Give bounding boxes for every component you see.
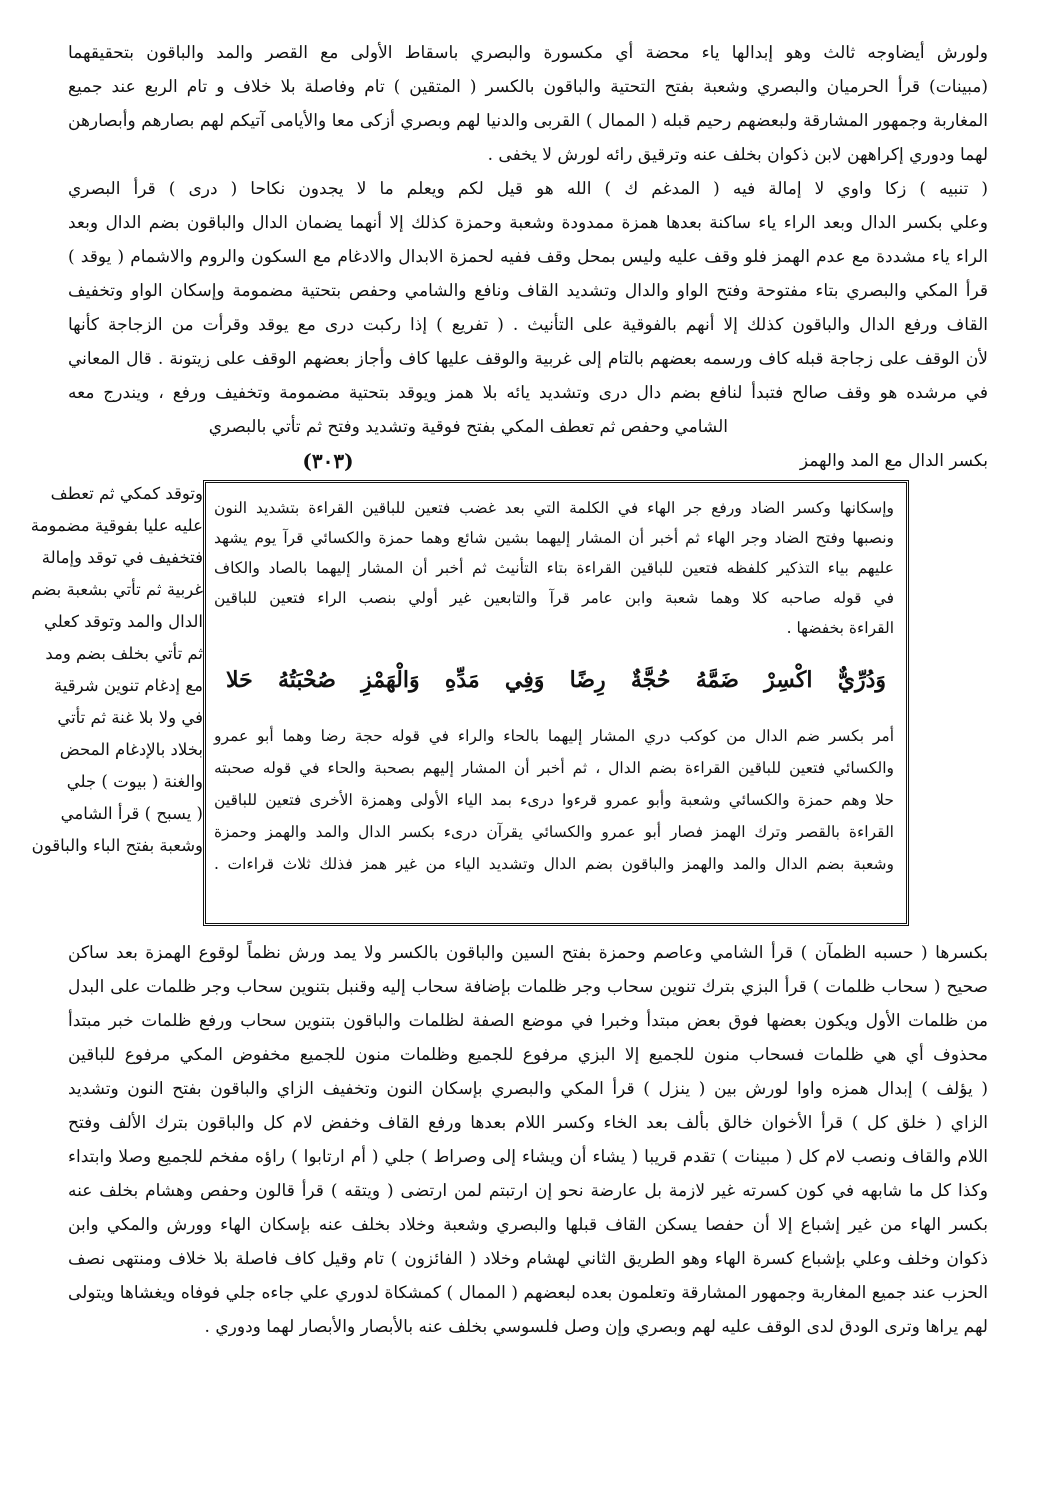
side-text-line: عليه عليا بفوقية مضمومة [30, 516, 203, 535]
text-line: لهما ودوري إكراههن لابن ذكوان بخلف عنه وترقيق رائه لورش لا يخفى . [487, 145, 988, 165]
box-text-line: حلا وهم حمزة والكسائي وشعبة وأبو عمرو قرءوا درىء بمد الياء الأولى وهمزة الأخرى فتعين للباقين [214, 791, 894, 809]
text-line: بكسرها ( حسبه الظمآن ) قرأ الشامي وعاصم وحمزة بفتح السين والباقون بالكسر ولا يمد ورش نظماً لوقوع الهمزة بعد ساكن [68, 943, 988, 963]
text-line: (مبينات) قرأ الحرميان والبصري وشعبة بفتح التحتية والباقون بالكسر ( المتقين ) تام وفاصلة بلا خلاف و تام الربع عند جميع [68, 77, 988, 97]
side-text-line: الدال والمد وتوقد كعلي [43, 612, 203, 631]
text-line: صحيح ( سحاب ظلمات ) قرأ البزي بترك تنوين سحاب وجر ظلمات بإضافة سحاب إليه وقنبل بتنوين سحاب وجر ظلمات على البدل [68, 977, 988, 997]
side-text-line: وشعبة بفتح الباء والباقون [31, 836, 203, 855]
text-line: اللام والقاف ونصب لام كل ( مبينات ) تقدم قريبا ( يشاء أن ويشاء إلى وصراط ) جلي ( أم ارتابوا ) راؤه مفخم للجميع وصلا وابتداء [68, 1147, 988, 1167]
side-text-line: ثم تأتي بخلف بضم ومد [45, 644, 203, 663]
text-line: ذكوان وخلف وعلي بإشباع كسرة الهاء وهو الطريق الثاني لهشام وخلاد ( الفائزون ) تام وقيل كاف فاصلة بلا خلاف ومنتهى نصف [68, 1249, 988, 1269]
side-text-line: ( يسبح ) قرأ الشامي [60, 804, 203, 823]
text-line: الشامي وحفص ثم تعطف المكي بفتح فوقية وتشديد وفتح ثم تأتي بالبصري [208, 417, 728, 437]
text-line: محذوف أي هي ظلمات فسحاب منون للجميع إلا البزي مرفوع للجميع وظلمات منون للجميع مخفوض المكي مرفوع للباقين [68, 1045, 988, 1065]
text-line: بكسر الهاء من غير إشباع إلا أن حفصا يسكن القاف قبلها والبصري وشعبة وخلاد بخلف عنه بإسكان الهاء وورش والمكي وابن [68, 1215, 988, 1235]
box-text-line: القراءة بالقصر وترك الهمز فصار أبو عمرو والكسائي يقرآن درىء بكسر الدال والمد والهمز وحمزة [214, 823, 894, 841]
text-line: الحزب عند جميع المغاربة وجمهور المشارقة وتعلمون بعده لبعضهم ( الممال ) كمشكاة لدوري علي جاءه جلي فوفاه ويغشاها ويتولى [68, 1283, 988, 1303]
box-text-line: وإسكانها وكسر الضاد ورفع جر الهاء في الكلمة التي بعد غضب فتعين للباقين القراءة بتشديد النون [214, 499, 894, 517]
side-text-line: في ولا بلا غنة ثم تأتي [57, 708, 203, 727]
text-line: ولورش أيضاوجه ثالث وهو إبدالها ياء محضة أي مكسورة والبصري باسقاط الأولى مع القصر والمد والباقون بتحقيقهما [68, 43, 988, 63]
text-line: وكذا كل ما شابهه في كون كسرته غير لازمة بل عارضة نحو إن ارتبتم لمن ارتضى ( ويتقه ) قرأ قالون وحفص وهشام بخلف عنه [68, 1181, 988, 1201]
side-text-line: مع إدغام تنوين شرقية [53, 676, 203, 695]
text-line: بكسر الدال مع المد والهمز [799, 451, 988, 471]
box-text-line: القراءة بخفضها . [786, 619, 894, 637]
text-line: قرأ المكي والبصري بتاء مفتوحة وفتح الواو والدال وتشديد القاف ونافع والشامي وحفص بتحتية مضمومة وإسكان الواو وتخفيف [68, 281, 988, 301]
text-line: وعلي بكسر الدال وبعد الراء ياء ساكنة بعدها همزة ممدودة وشعبة وحمزة كذلك إلا أنهما يضمان الدال والباقون بضم الدال وبعد [68, 213, 988, 233]
text-line: القاف ورفع الدال والباقون كذلك إلا أنهم بالفوقية على التأنيث . ( تفريع ) إذا ركبت درى مع يوقد وقرأت من الزجاجة كأنها [68, 315, 988, 335]
box-text-line: وشعبة بضم الدال والمد والهمز والباقون بضم الدال وتشديد الياء من غير همز فذلك ثلاث قراءات . [214, 855, 894, 873]
poem-verse: وَدُرِّيٌّ اكْسِرْ ضَمَّهُ حُجَّةٌ رِضًا وَفِي مَدِّهِ وَالْهَمْزِ صُحْبَتُهُ حَلا [226, 667, 886, 693]
box-text-line: والكسائي فتعين للباقين القراءة بضم الدال ، ثم أخبر أن المشار إليهم بصحبة والحاء في قوله صحبته [214, 759, 894, 777]
side-text-line: غربية ثم تأتي بشعبة بضم [31, 580, 203, 599]
side-text-line: فتخفيف في توقد وإمالة [41, 548, 203, 567]
text-line: لأن الوقف على زجاجة قبله كاف ورسمه بعضهم بالتام إلى غربية والوقف عليها كاف وأجاز بعضهم الوقف على زيتونة . قال المعاني [68, 349, 988, 369]
side-text-line: بخلاد بالإدغام المحض [59, 740, 203, 759]
box-text-line: ونصبها وفتح الضاد وجر الهاء ثم أخبر أن المشار إليهما بشين شائع وهما حمزة والكسائي قرآ يوم يشهد [214, 529, 894, 547]
text-line: في مرشده هو وقف صالح فتبدأ لنافع بضم دال درى وتشديد يائه بلا همز ويوقد بتحتية مضمومة وتخفيف ورفع ، ويندرج معه [68, 383, 988, 403]
text-line: لهم يراها وترى الودق لدى الوقف عليه لهم وبصري وإن وصل فلسوسي بخلف عنه بالأبصار والأبصار لهما ودوري . [204, 1317, 988, 1337]
side-text-line: وتوقد كمكي ثم تعطف [50, 484, 203, 503]
text-line: الزاي ( خلق كل ) قرأ الأخوان خالق بألف بعد الخاء وكسر اللام بعدها ورفع القاف وخفض لام كل والباقون بترك الألف وفتح [68, 1113, 988, 1133]
text-line: ( يؤلف ) إبدال همزه واوا لورش بين ( ينزل ) قرأ المكي والبصري بإسكان النون وتخفيف الزاي والباقون بفتح النون وتشديد [68, 1079, 988, 1099]
page-number: (٣٠٣) [302, 449, 354, 473]
text-line: الراء ياء مشددة مع عدم الهمز فلو وقف عليه وليس بمحل وقف ففيه لحمزة الابدال والادغام مع السكون والروم والاشمام ( يوقد ) [68, 247, 988, 267]
text-line: ( تنبيه ) زكا واوي لا إمالة فيه ( المدغم ك ) الله هو قيل لكم ويعلم ما لا يجدون نكاحا ( درى ) قرأ البصري [68, 179, 988, 199]
box-text-line: أمر بكسر ضم الدال من كوكب دري المشار إليهما بالحاء والراء في قوله حجة رضا وهما أبو عمرو [214, 727, 894, 745]
side-text-line: والغنة ( بيوت ) جلي [66, 772, 203, 791]
box-text-line: في قوله صاحبه كلا وهما شعبة وابن عامر قرآ والتابعين غير أولي بنصب الراء فتعين للباقين [214, 589, 894, 607]
text-line: المغاربة وجمهور المشارقة ولبعضهم رحيم قبله ( الممال ) القربى والدنيا لهم وبصري أزكى معا والأيامى آتيكم لهم بصارهم وأبصارهن [68, 111, 988, 131]
box-text-line: عليهم بياء التذكير كلفظه فتعين للباقين القراءة بتاء التأنيث ثم أخبر أن المشار إليهما بالصاد والكاف [214, 559, 894, 577]
commentary-box [203, 480, 909, 926]
text-line: من ظلمات الأول ويكون بعضها فوق بعض مبتدأ وخبرا في موضع الصفة لظلمات والباقون بتنوين سحاب ورفع ظلمات خبر مبتدأ [68, 1011, 988, 1031]
